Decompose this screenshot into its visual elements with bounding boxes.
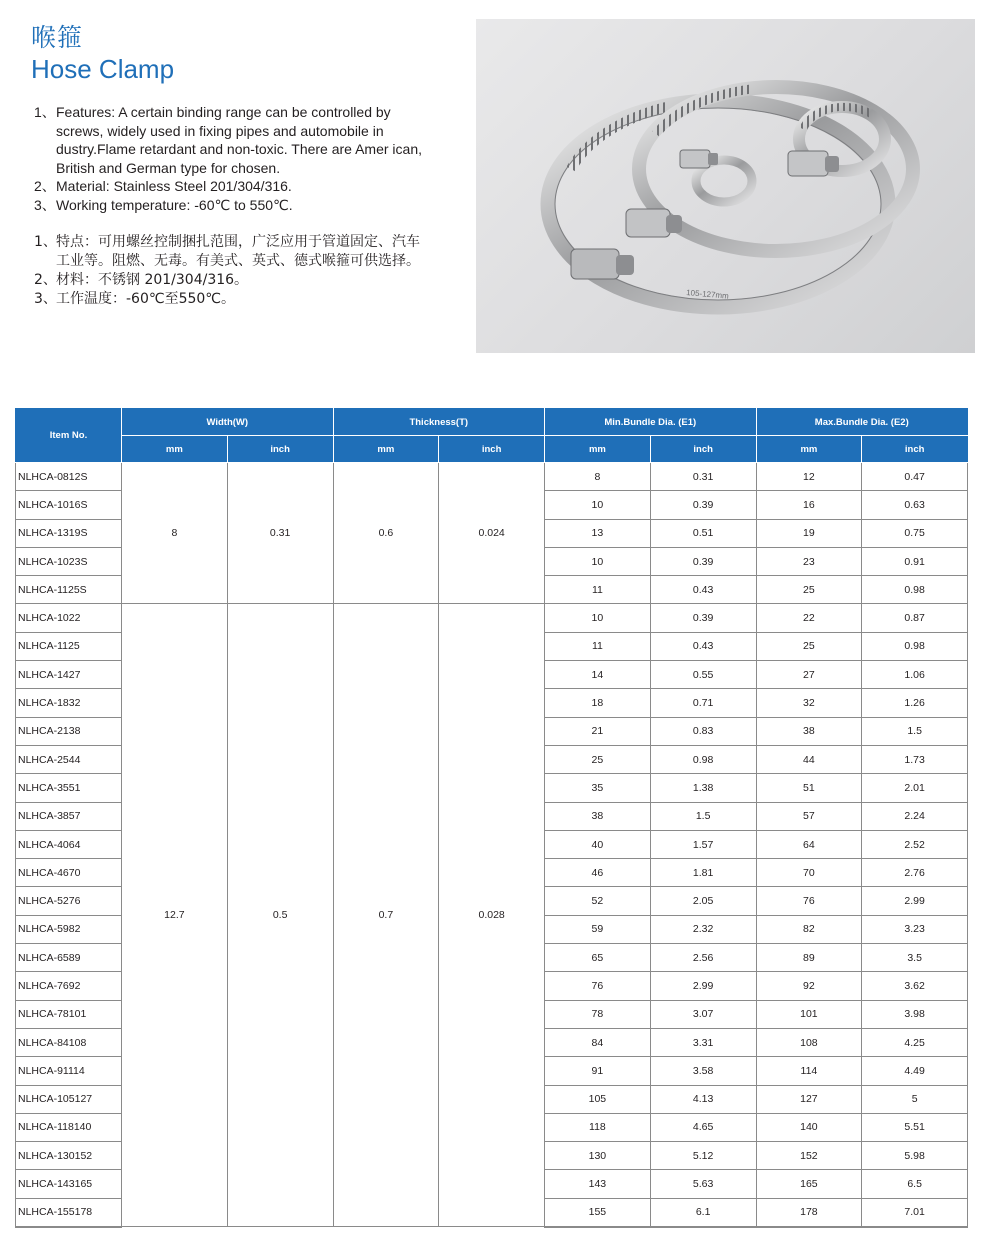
merged-thick-mm-cell: 0.6 bbox=[333, 463, 439, 604]
column-header-item-no: Item No. bbox=[16, 409, 122, 463]
max-inch-cell: 6.5 bbox=[862, 1170, 968, 1198]
min-mm-cell: 10 bbox=[545, 491, 651, 519]
min-inch-cell: 0.51 bbox=[650, 519, 756, 547]
feature-item bbox=[34, 290, 429, 309]
feature-item bbox=[34, 196, 429, 215]
feature-text: 工作温度：-60℃至550℃。 bbox=[56, 291, 236, 307]
max-inch-cell: 0.87 bbox=[862, 604, 968, 632]
max-mm-cell: 16 bbox=[756, 491, 862, 519]
spec-table bbox=[15, 408, 968, 1228]
max-mm-cell: 178 bbox=[756, 1198, 862, 1226]
max-inch-cell: 1.26 bbox=[862, 689, 968, 717]
feature-number: 3、 bbox=[34, 196, 56, 213]
min-mm-cell: 13 bbox=[545, 519, 651, 547]
min-inch-cell: 0.55 bbox=[650, 661, 756, 689]
min-mm-cell: 59 bbox=[545, 915, 651, 943]
min-mm-cell: 25 bbox=[545, 745, 651, 773]
table-group-header-row bbox=[16, 409, 968, 436]
min-mm-cell: 40 bbox=[545, 830, 651, 858]
min-inch-cell: 0.98 bbox=[650, 745, 756, 773]
merged-width-mm-cell: 8 bbox=[122, 463, 228, 604]
item-number-cell: NLHCA-4064 bbox=[16, 830, 122, 858]
page-title: Hose Clamp bbox=[31, 54, 175, 84]
unit-header: inch bbox=[862, 436, 968, 463]
min-inch-cell: 5.12 bbox=[650, 1142, 756, 1170]
min-mm-cell: 76 bbox=[545, 972, 651, 1000]
min-inch-cell: 0.39 bbox=[650, 491, 756, 519]
max-inch-cell: 1.06 bbox=[862, 661, 968, 689]
item-number-cell: NLHCA-1022 bbox=[16, 604, 122, 632]
item-number-cell: NLHCA-130152 bbox=[16, 1142, 122, 1170]
column-header-min-bundle: Min.Bundle Dia. (E1) bbox=[545, 409, 757, 436]
item-number-cell: NLHCA-6589 bbox=[16, 944, 122, 972]
max-mm-cell: 92 bbox=[756, 972, 862, 1000]
min-inch-cell: 0.71 bbox=[650, 689, 756, 717]
min-inch-cell: 3.07 bbox=[650, 1000, 756, 1028]
min-mm-cell: 38 bbox=[545, 802, 651, 830]
min-mm-cell: 65 bbox=[545, 944, 651, 972]
min-inch-cell: 0.43 bbox=[650, 632, 756, 660]
item-number-cell: NLHCA-3857 bbox=[16, 802, 122, 830]
unit-header: mm bbox=[333, 436, 439, 463]
min-inch-cell: 0.39 bbox=[650, 547, 756, 575]
item-number-cell: NLHCA-155178 bbox=[16, 1198, 122, 1226]
max-inch-cell: 4.49 bbox=[862, 1057, 968, 1085]
column-header-thickness: Thickness(T) bbox=[333, 409, 545, 436]
item-number-cell: NLHCA-2544 bbox=[16, 745, 122, 773]
feature-text: 特点：可用螺丝控制捆扎范围，广泛应用于管道固定、汽车工业等。阻燃、无毒。有美式、英式、德式喉箍可供选择。 bbox=[56, 234, 420, 269]
item-number-cell: NLHCA-5982 bbox=[16, 915, 122, 943]
item-number-cell: NLHCA-1023S bbox=[16, 547, 122, 575]
unit-header: mm bbox=[545, 436, 651, 463]
item-number-cell: NLHCA-78101 bbox=[16, 1000, 122, 1028]
min-mm-cell: 130 bbox=[545, 1142, 651, 1170]
min-inch-cell: 0.31 bbox=[650, 463, 756, 491]
min-inch-cell: 1.38 bbox=[650, 774, 756, 802]
min-mm-cell: 10 bbox=[545, 547, 651, 575]
max-inch-cell: 3.62 bbox=[862, 972, 968, 1000]
min-mm-cell: 91 bbox=[545, 1057, 651, 1085]
max-inch-cell: 5.98 bbox=[862, 1142, 968, 1170]
max-mm-cell: 12 bbox=[756, 463, 862, 491]
min-mm-cell: 78 bbox=[545, 1000, 651, 1028]
table-unit-header-row bbox=[16, 436, 968, 463]
item-number-cell: NLHCA-84108 bbox=[16, 1028, 122, 1056]
table-row bbox=[16, 604, 968, 632]
min-inch-cell: 2.32 bbox=[650, 915, 756, 943]
min-mm-cell: 14 bbox=[545, 661, 651, 689]
item-number-cell: NLHCA-2138 bbox=[16, 717, 122, 745]
item-number-cell: NLHCA-7692 bbox=[16, 972, 122, 1000]
max-inch-cell: 2.24 bbox=[862, 802, 968, 830]
max-inch-cell: 7.01 bbox=[862, 1198, 968, 1226]
features-chinese bbox=[34, 233, 429, 309]
unit-header: inch bbox=[650, 436, 756, 463]
item-number-cell: NLHCA-91114 bbox=[16, 1057, 122, 1085]
item-number-cell: NLHCA-1427 bbox=[16, 661, 122, 689]
max-mm-cell: 23 bbox=[756, 547, 862, 575]
min-inch-cell: 0.39 bbox=[650, 604, 756, 632]
min-mm-cell: 84 bbox=[545, 1028, 651, 1056]
min-mm-cell: 8 bbox=[545, 463, 651, 491]
hose-clamp-illustration bbox=[476, 19, 975, 353]
feature-item bbox=[34, 233, 429, 271]
min-inch-cell: 3.58 bbox=[650, 1057, 756, 1085]
max-inch-cell: 3.5 bbox=[862, 944, 968, 972]
max-mm-cell: 57 bbox=[756, 802, 862, 830]
max-mm-cell: 89 bbox=[756, 944, 862, 972]
min-inch-cell: 6.1 bbox=[650, 1198, 756, 1226]
max-mm-cell: 25 bbox=[756, 576, 862, 604]
min-mm-cell: 52 bbox=[545, 887, 651, 915]
min-mm-cell: 35 bbox=[545, 774, 651, 802]
feature-text: Features: A certain binding range can be controlled by screws, widely used in fixing pipes and automobile in dustry.Flame retardant and non-toxic. There are Amer ican, British and German type for chosen. bbox=[56, 104, 422, 176]
max-inch-cell: 3.23 bbox=[862, 915, 968, 943]
feature-number: 3、 bbox=[34, 291, 57, 307]
feature-text: 材料：不锈钢 201/304/316。 bbox=[56, 272, 249, 288]
max-inch-cell: 4.25 bbox=[862, 1028, 968, 1056]
unit-header: inch bbox=[439, 436, 545, 463]
item-number-cell: NLHCA-105127 bbox=[16, 1085, 122, 1113]
item-number-cell: NLHCA-1319S bbox=[16, 519, 122, 547]
feature-item bbox=[34, 103, 429, 177]
min-mm-cell: 155 bbox=[545, 1198, 651, 1226]
column-header-max-bundle: Max.Bundle Dia. (E2) bbox=[756, 409, 968, 436]
min-mm-cell: 10 bbox=[545, 604, 651, 632]
product-photo bbox=[476, 19, 975, 353]
feature-number: 2、 bbox=[34, 272, 57, 288]
max-mm-cell: 64 bbox=[756, 830, 862, 858]
max-mm-cell: 19 bbox=[756, 519, 862, 547]
min-inch-cell: 3.31 bbox=[650, 1028, 756, 1056]
item-number-cell: NLHCA-0812S bbox=[16, 463, 122, 491]
max-mm-cell: 152 bbox=[756, 1142, 862, 1170]
max-mm-cell: 25 bbox=[756, 632, 862, 660]
item-number-cell: NLHCA-118140 bbox=[16, 1113, 122, 1141]
merged-width-inch-cell: 0.5 bbox=[227, 604, 333, 1227]
max-inch-cell: 1.5 bbox=[862, 717, 968, 745]
min-mm-cell: 11 bbox=[545, 632, 651, 660]
max-inch-cell: 0.91 bbox=[862, 547, 968, 575]
unit-header: mm bbox=[756, 436, 862, 463]
max-inch-cell: 2.99 bbox=[862, 887, 968, 915]
merged-thick-inch-cell: 0.024 bbox=[439, 463, 545, 604]
item-number-cell: NLHCA-1125S bbox=[16, 576, 122, 604]
max-inch-cell: 3.98 bbox=[862, 1000, 968, 1028]
table-row bbox=[16, 463, 968, 491]
min-mm-cell: 105 bbox=[545, 1085, 651, 1113]
screw-housing bbox=[626, 209, 682, 237]
merged-thick-inch-cell: 0.028 bbox=[439, 604, 545, 1227]
max-mm-cell: 114 bbox=[756, 1057, 862, 1085]
min-mm-cell: 143 bbox=[545, 1170, 651, 1198]
feature-item bbox=[34, 271, 429, 290]
max-inch-cell: 0.98 bbox=[862, 576, 968, 604]
max-mm-cell: 32 bbox=[756, 689, 862, 717]
max-inch-cell: 2.76 bbox=[862, 859, 968, 887]
max-mm-cell: 76 bbox=[756, 887, 862, 915]
max-inch-cell: 5.51 bbox=[862, 1113, 968, 1141]
feature-text: Material: Stainless Steel 201/304/316. bbox=[56, 178, 292, 195]
item-number-cell: NLHCA-3551 bbox=[16, 774, 122, 802]
min-mm-cell: 21 bbox=[545, 717, 651, 745]
max-inch-cell: 2.52 bbox=[862, 830, 968, 858]
max-mm-cell: 108 bbox=[756, 1028, 862, 1056]
max-mm-cell: 101 bbox=[756, 1000, 862, 1028]
max-inch-cell: 0.98 bbox=[862, 632, 968, 660]
unit-header: inch bbox=[227, 436, 333, 463]
max-mm-cell: 70 bbox=[756, 859, 862, 887]
max-mm-cell: 38 bbox=[756, 717, 862, 745]
band-marking: 105-127mm bbox=[685, 288, 730, 301]
max-inch-cell: 1.73 bbox=[862, 745, 968, 773]
max-inch-cell: 0.63 bbox=[862, 491, 968, 519]
max-mm-cell: 82 bbox=[756, 915, 862, 943]
item-number-cell: NLHCA-1832 bbox=[16, 689, 122, 717]
min-mm-cell: 46 bbox=[545, 859, 651, 887]
min-inch-cell: 4.65 bbox=[650, 1113, 756, 1141]
max-mm-cell: 22 bbox=[756, 604, 862, 632]
min-inch-cell: 5.63 bbox=[650, 1170, 756, 1198]
max-inch-cell: 2.01 bbox=[862, 774, 968, 802]
item-number-cell: NLHCA-143165 bbox=[16, 1170, 122, 1198]
max-mm-cell: 27 bbox=[756, 661, 862, 689]
screw-housing bbox=[571, 249, 634, 279]
max-inch-cell: 0.47 bbox=[862, 463, 968, 491]
item-number-cell: NLHCA-1016S bbox=[16, 491, 122, 519]
max-inch-cell: 0.75 bbox=[862, 519, 968, 547]
column-header-width: Width(W) bbox=[122, 409, 334, 436]
page-title-chinese: 喉箍 bbox=[31, 23, 84, 52]
item-number-cell: NLHCA-5276 bbox=[16, 887, 122, 915]
max-mm-cell: 140 bbox=[756, 1113, 862, 1141]
max-mm-cell: 44 bbox=[756, 745, 862, 773]
features-english bbox=[34, 103, 429, 215]
feature-number: 2、 bbox=[34, 178, 56, 195]
max-mm-cell: 127 bbox=[756, 1085, 862, 1113]
min-inch-cell: 0.43 bbox=[650, 576, 756, 604]
spec-table-body bbox=[16, 463, 968, 1227]
min-inch-cell: 2.99 bbox=[650, 972, 756, 1000]
merged-width-inch-cell: 0.31 bbox=[227, 463, 333, 604]
min-mm-cell: 11 bbox=[545, 576, 651, 604]
item-number-cell: NLHCA-1125 bbox=[16, 632, 122, 660]
feature-number: 1、 bbox=[34, 234, 57, 250]
min-mm-cell: 118 bbox=[545, 1113, 651, 1141]
min-inch-cell: 4.13 bbox=[650, 1085, 756, 1113]
min-mm-cell: 18 bbox=[545, 689, 651, 717]
max-inch-cell: 5 bbox=[862, 1085, 968, 1113]
min-inch-cell: 1.57 bbox=[650, 830, 756, 858]
min-inch-cell: 2.56 bbox=[650, 944, 756, 972]
feature-item bbox=[34, 177, 429, 196]
max-mm-cell: 51 bbox=[756, 774, 862, 802]
merged-thick-mm-cell: 0.7 bbox=[333, 604, 439, 1227]
unit-header: mm bbox=[122, 436, 228, 463]
min-inch-cell: 0.83 bbox=[650, 717, 756, 745]
merged-width-mm-cell: 12.7 bbox=[122, 604, 228, 1227]
min-inch-cell: 1.81 bbox=[650, 859, 756, 887]
feature-text: Working temperature: -60℃ to 550℃. bbox=[56, 196, 293, 213]
max-mm-cell: 165 bbox=[756, 1170, 862, 1198]
feature-number: 1、 bbox=[34, 104, 56, 120]
item-number-cell: NLHCA-4670 bbox=[16, 859, 122, 887]
min-inch-cell: 2.05 bbox=[650, 887, 756, 915]
min-inch-cell: 1.5 bbox=[650, 802, 756, 830]
